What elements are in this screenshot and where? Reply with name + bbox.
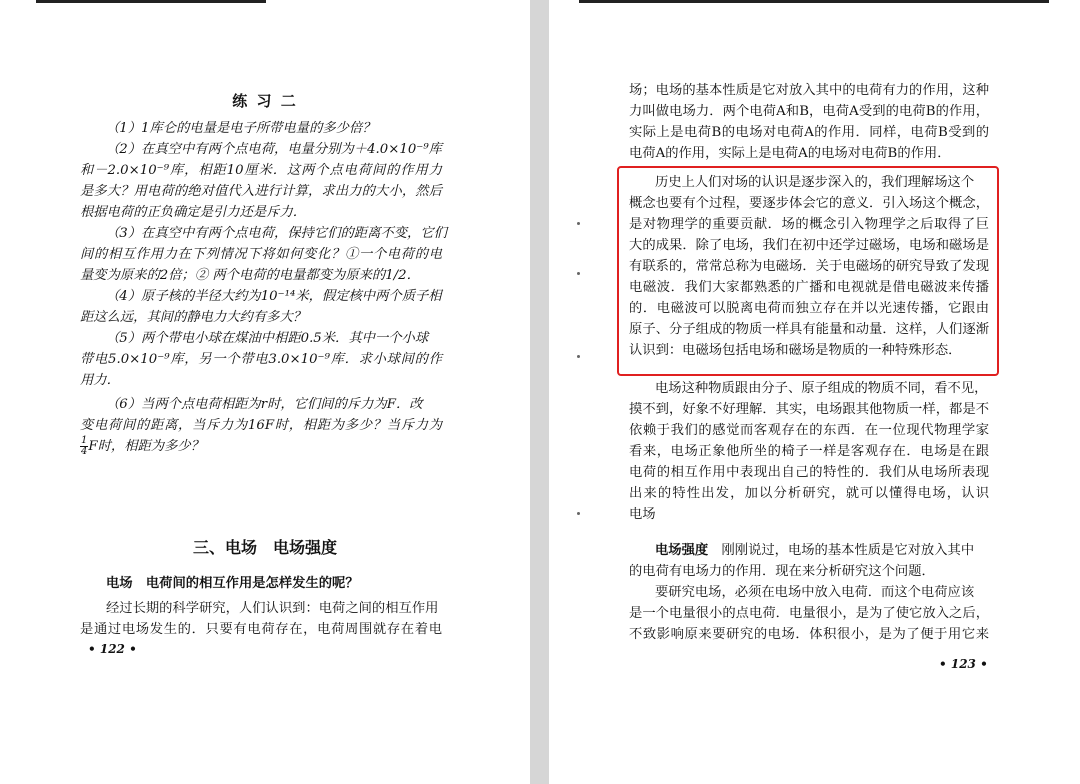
top-rule [36, 0, 266, 3]
scan-speck [577, 512, 580, 515]
section-title: 三、电场 电场强度 [192, 538, 337, 557]
highlighted-line: 有联系的，常常总称为电磁场．关于电磁场的研究导致了发现 [629, 259, 989, 274]
highlighted-line: 原子、分子组成的物质一样具有能量和动量．这样，人们逐渐 [629, 322, 989, 337]
exercise-line: 根据电荷的正负确定是引力还是斥力． [80, 205, 307, 220]
highlighted-line: 的．电磁波可以脱离电荷而独立存在并以光速传播，它跟由 [629, 301, 989, 316]
body-line: 是一个电量很小的点电荷．电量很小，是为了使它放入之后， [629, 606, 989, 621]
top-paragraph [629, 80, 989, 164]
body-line: 不致影响原来要研究的电场．体积很小，是为了便于用它来 [629, 627, 989, 642]
fraction-numerator: 1 [81, 435, 88, 446]
middle-paragraph [629, 378, 989, 525]
page-gutter [530, 0, 549, 784]
page-number: • 122 • [88, 642, 137, 656]
scan-speck [577, 222, 580, 225]
fraction-line [80, 436, 442, 462]
exercise-line: （2）在真空中有两个点电荷，电量分别为＋4.0×10⁻⁹库 [106, 142, 442, 157]
highlighted-line: 历史上人们对场的认识是逐步深入的，我们理解场这个 [655, 175, 975, 190]
highlighted-line: 电磁波．我们大家都熟悉的广播和电视就是借电磁波来传播 [629, 280, 989, 295]
body-line: 力叫做电场力．两个电荷A和B，电荷A受到的电荷B的作用， [629, 104, 989, 119]
scan-speck [577, 355, 580, 358]
fraction-denominator: 4 [81, 446, 88, 457]
body-line: 电荷A的作用，实际上是电荷A的电场对电荷B的作用． [629, 146, 951, 161]
body-line: 出来的特性出发，加以分析研究，就可以懂得电场，认识 [629, 486, 989, 501]
right-page [549, 0, 1080, 784]
highlighted-line: 概念也要有个过程，要逐步体会它的意义．引入场这个概念， [629, 196, 989, 211]
body-line: 电场强度 刚刚说过，电场的基本性质是它对放入其中 [655, 543, 975, 558]
body-line: 要研究电场，必须在电场中放入电荷．而这个电荷应该 [655, 585, 975, 600]
exercise-line: 和－2.0×10⁻⁹库，相距10厘米．这两个点电荷间的作用力 [80, 163, 442, 178]
scan-speck [577, 272, 580, 275]
exercise-line: 是多大？用电荷的绝对值代入进行计算，求出力的大小，然后 [80, 184, 442, 199]
exercise-line: 距这么远，其间的静电力大约有多大？ [80, 310, 307, 325]
section-line: 是通过电场发生的．只要有电荷存在，电荷周围就存在着电 [80, 622, 442, 637]
highlighted-paragraph [629, 172, 989, 361]
exercise-line: （6）当两个点电荷相距为r时，它们间的斥力为F．改 [106, 397, 423, 412]
highlighted-line: 认识到：电磁场包括电场和磁场是物质的一种特殊形态． [629, 343, 962, 358]
body-line: 的电荷有电场力的作用．现在来分析研究这个问题． [629, 564, 935, 579]
body-line: 电荷的相互作用中表现出自己的特性的．我们从电场所表现 [629, 465, 989, 480]
section-block [80, 573, 442, 640]
field-strength-heading: 电场强度 [655, 543, 709, 558]
exercise-line: （4）原子核的半径大约为10⁻¹⁴米，假定核中两个质子相 [106, 289, 442, 304]
body-line: 电场这种物质跟由分子、原子组成的物质不同，看不见， [655, 381, 988, 396]
field-strength-paragraph [629, 540, 989, 645]
exercise-block [80, 118, 447, 462]
body-line: 实际上是电荷B的电场对电荷A的作用．同样，电荷B受到的 [629, 125, 989, 140]
exercise-line: 量变为原来的2倍；② 两个电荷的电量都变为原来的1/2． [80, 268, 420, 283]
exercise-line: 变电荷间的距离，当斥力为16F时，相距为多少？当斥力为 [80, 418, 442, 433]
fraction-tail: F时，相距为多少？ [88, 439, 204, 454]
body-line: 场；电场的基本性质是它对放入其中的电荷有力的作用，这种 [629, 83, 989, 98]
exercise-title: 练 习 二 [232, 92, 298, 110]
exercise-line: （3）在真空中有两个点电荷，保持它们的距离不变，它们 [106, 226, 447, 241]
body-line: 电场 [629, 507, 656, 522]
highlighted-line: 是对物理学的重要贡献．场的概念引入物理学之后取得了巨 [629, 217, 989, 232]
exercise-line: （1）1库仑的电量是电子所带电量的多少倍？ [106, 121, 376, 136]
left-page [0, 0, 530, 784]
body-line: 依赖于我们的感觉而客观存在的东西．在一位现代物理学家 [629, 423, 989, 438]
body-line: 看来，电场正象他所坐的椅子一样是客观存在．电场是在跟 [629, 444, 989, 459]
exercise-line: 间的相互作用力在下列情况下将如何变化？①一个电荷的电 [80, 247, 442, 262]
top-rule [579, 0, 1049, 3]
exercise-line: （5）两个带电小球在煤油中相距0.5米．其中一个小球 [106, 331, 429, 346]
section-line: 经过长期的科学研究，人们认识到：电荷之间的相互作用 [106, 601, 439, 616]
exercise-line: 用力． [80, 373, 120, 388]
section-line: 电场 电荷间的相互作用是怎样发生的呢？ [106, 576, 359, 591]
highlighted-line: 大的成果．除了电场，我们在初中还学过磁场，电场和磁场是 [629, 238, 989, 253]
body-line: 摸不到，好象不好理解．其实，电场跟其他物质一样，都是不 [629, 402, 989, 417]
exercise-line: 带电5.0×10⁻⁹库，另一个带电3.0×10⁻⁹库．求小球间的作 [80, 352, 442, 367]
page-number: • 123 • [939, 657, 988, 671]
